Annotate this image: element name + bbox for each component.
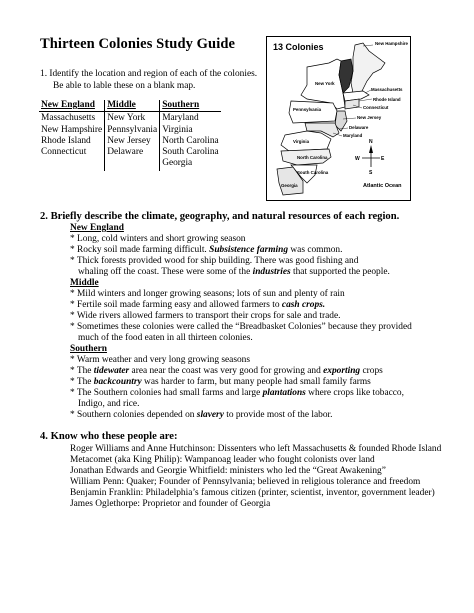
map-label-virginia: Virginia — [293, 139, 310, 144]
question-4-heading: 4. Know who these people are: — [40, 431, 178, 442]
colony-cell: South Carolina — [162, 147, 219, 158]
middle-line-3: * Wide rivers allowed farmers to transport their crops for sale and trade. — [70, 311, 341, 321]
question-1-line-1: 1. Identify the location and region of each of the colonies. — [40, 69, 258, 79]
southern-line-6: * Southern colonies depended on slavery to provide most of the labor. — [70, 410, 333, 420]
new-england-subheading: New England — [70, 223, 124, 233]
table-header-middle: Middle — [105, 100, 160, 112]
southern-line-3: * The backcountry was harder to farm, but many people had small family farms — [70, 377, 371, 387]
map-label-ocean: Atlantic Ocean — [363, 183, 402, 189]
question-1 — [40, 69, 270, 92]
colony-cell: Massachusetts — [41, 113, 96, 124]
compass-n-label: N — [369, 139, 373, 145]
southern-line-2: * The tidewater area near the coast was very good for growing and exporting crops — [70, 366, 383, 376]
person-entry: William Penn: Quaker; Founder of Pennsylvania; believed in religious tolerance and freedom — [70, 477, 421, 487]
southern-line-4: * The Southern colonies had small farms and large plantations where crops like tobacco, — [70, 388, 404, 398]
colony-cell: Delaware — [107, 147, 144, 158]
map-label-new-hampshire: New Hampshire — [375, 41, 408, 46]
regions-table — [39, 100, 221, 171]
map-label-delaware: Delaware — [349, 125, 369, 130]
map-label-new-jersey: New Jersey — [357, 115, 382, 120]
pennsylvania-shape — [289, 101, 337, 123]
southern-subheading: Southern — [70, 344, 107, 354]
map-label-south-carolina: South Carolina — [297, 170, 329, 175]
compass-rose — [355, 139, 385, 176]
connecticut-shape — [345, 99, 359, 109]
compass-w-label: W — [355, 156, 360, 162]
southern-line-1: * Warm weather and very long growing seasons — [70, 355, 251, 365]
question-1-line-2: Be able to lable these on a blank map. — [53, 80, 196, 91]
colony-cell: New Jersey — [107, 135, 151, 146]
colony-cell: Georgia — [162, 158, 193, 169]
map-label-massachusetts: Massachusetts — [371, 87, 403, 92]
compass-s-label: S — [369, 170, 373, 176]
new-england-line-4: whaling off the coast. These were some of the industries that supported the people. — [78, 267, 390, 277]
middle-line-2: * Fertile soil made farming easy and allowed farmers to cash crops. — [70, 300, 326, 310]
map-label-rhode-island: Rhode Island — [373, 97, 401, 102]
southern-line-5: Indigo, and rice. — [78, 399, 140, 409]
table-column-middle — [105, 112, 160, 171]
person-entry: Metacomet (aka King Philip): Wampanoag leader who fought colonists over land — [70, 455, 375, 465]
colony-cell: Pennsylvania — [107, 124, 158, 135]
map-label-pennsylvania: Pennsylvania — [293, 107, 322, 112]
colony-cell: North Carolina — [162, 135, 219, 146]
table-header-new-england: New England — [39, 100, 105, 112]
person-entry: Roger Williams and Anne Hutchinson: Dissenters who left Massachusetts & founded Rhode Island — [70, 444, 442, 454]
table-column-southern — [160, 112, 221, 171]
compass-e-label: E — [381, 156, 385, 162]
middle-line-1: * Mild winters and longer growing seasons; lots of sun and plenty of rain — [70, 289, 345, 299]
colony-cell: Connecticut — [41, 147, 87, 158]
question-2-heading: 2. Briefly describe the climate, geography, and natural resources of each region. — [40, 211, 400, 222]
colonies-map-svg — [267, 37, 410, 200]
person-entry: Benjamin Franklin: Philadelphia’s famous citizen (printer, scientist, inventor, government leader) — [70, 488, 435, 498]
map-label-new-york: New York — [315, 81, 335, 86]
colony-cell: Maryland — [162, 113, 199, 124]
person-entry: James Oglethorpe: Proprietor and founder of Georgia — [70, 499, 271, 509]
middle-subheading: Middle — [70, 278, 99, 288]
new-england-line-2: * Rocky soil made farming difficult. Subsistence farming was common. — [70, 245, 343, 255]
person-entry: Jonathan Edwards and Georgie Whitfield: ministers who led the “Great Awakening” — [70, 466, 386, 476]
map-label-georgia: Georgia — [281, 183, 298, 188]
map-label-connecticut: Connecticut — [363, 105, 389, 110]
colony-cell: Rhode Island — [41, 135, 91, 146]
map-label-maryland: Maryland — [343, 133, 363, 138]
table-header-southern: Southern — [160, 100, 221, 112]
middle-line-4: * Sometimes these colonies were called the “Breadbasket Colonies” because they provided — [70, 322, 412, 332]
map-label-north-carolina: North Carolina — [297, 155, 328, 160]
new-england-line-3: * Thick forests provided wood for ship building. There was good fishing and — [70, 256, 359, 266]
map-title: 13 Colonies — [273, 42, 324, 52]
middle-line-5: much of the food eaten in all thirteen colonies. — [78, 333, 253, 343]
page-title: Thirteen Colonies Study Guide — [40, 36, 236, 52]
colony-cell: New Hampshire — [41, 124, 103, 135]
new-england-line-1: * Long, cold winters and short growing season — [70, 234, 246, 244]
colonies-map — [266, 36, 411, 201]
colony-cell: New York — [107, 113, 146, 124]
table-column-new-england — [39, 112, 105, 171]
colony-cell: Virginia — [162, 124, 193, 135]
